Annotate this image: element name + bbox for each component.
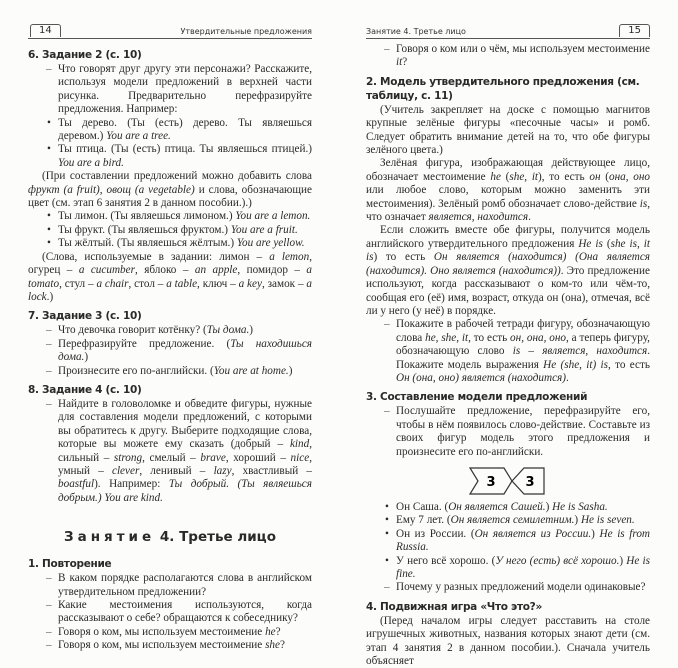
page-header xyxy=(366,0,650,39)
text: . xyxy=(528,211,531,224)
italic-text: Ты находишься дома. xyxy=(58,337,312,364)
bullet-item xyxy=(28,210,312,223)
text: Говоря о ком, мы используем местоимение xyxy=(58,625,266,638)
text: Ты лимон. (Ты являешься лимоном.) xyxy=(58,210,236,223)
dash-item xyxy=(366,405,650,459)
dash-item xyxy=(28,626,312,639)
section-heading xyxy=(366,390,650,404)
page-number: 15 xyxy=(619,24,650,37)
paragraph xyxy=(366,157,650,224)
italic-text: He is seven. xyxy=(580,514,635,527)
dash-item xyxy=(28,398,312,505)
text: , то есть xyxy=(608,358,650,371)
bullet-item xyxy=(28,237,312,250)
italic-text: овощ (a vegetable) xyxy=(106,183,195,196)
dash-item xyxy=(28,599,312,626)
italic-text: he, she, it xyxy=(425,331,469,344)
text: Говоря о ком или о чём, мы используем местоимение xyxy=(396,43,650,55)
text: Покажите в рабочей тетради фигуру, обозначающую слова xyxy=(396,318,650,344)
text: , что означает xyxy=(366,197,650,224)
model-shapes-icon xyxy=(468,466,548,496)
text: , хвастливый – xyxy=(231,464,312,477)
text: Ты дерево. (Ты (есть) дерево. Ты являешься деревом.) xyxy=(58,116,312,143)
text: , яблоко – xyxy=(134,264,195,277)
italic-text: she xyxy=(265,639,280,652)
italic-text: You are at home. xyxy=(213,364,289,377)
text: , сильный – xyxy=(58,438,312,464)
italic-text: he xyxy=(490,170,501,183)
text: ) xyxy=(619,554,627,567)
left-page xyxy=(28,0,312,653)
text: ) xyxy=(249,324,254,337)
italic-text: У него (есть) всё хорошо. xyxy=(495,554,620,567)
page-content xyxy=(28,39,312,653)
italic-text: brave xyxy=(200,451,226,464)
lesson-title xyxy=(28,529,312,545)
italic-text: kind xyxy=(289,438,310,451)
bullet-item xyxy=(28,117,312,144)
figure-label: 3 xyxy=(486,474,496,490)
italic-text: He (she, it) is xyxy=(543,358,609,371)
text: 1. Повторение xyxy=(28,558,112,571)
italic-text: a table xyxy=(166,277,198,290)
text: У него всё хорошо. ( xyxy=(396,554,496,567)
dash-item xyxy=(366,43,650,70)
text: Что девочка говорит котёнку? ( xyxy=(58,324,207,337)
dash-item xyxy=(366,581,650,594)
italic-text: Ты добрый. (Ты являешься добрым.) You are kind. xyxy=(58,478,312,504)
right-page xyxy=(366,0,650,668)
italic-text: he xyxy=(265,625,276,638)
text: ( xyxy=(500,170,510,183)
text: 7. Задание 3 (с. 10) xyxy=(28,310,142,323)
italic-text: You are a lemon. xyxy=(235,210,311,223)
text: ) xyxy=(288,364,293,377)
text: Если сложить вместе обе фигуры, получится модель английского утвердительного предложения xyxy=(366,224,650,250)
section-heading xyxy=(28,383,312,397)
italic-text: He is xyxy=(578,237,603,250)
text: Зелёная фигура, изображающая действующее лицо, обозначает местоимение xyxy=(366,157,650,183)
italic-text: nice xyxy=(290,451,310,464)
paragraph xyxy=(28,170,312,210)
section-heading xyxy=(28,309,312,323)
dash-item xyxy=(28,324,312,337)
text: или любое слово, которым можно заменить эти местоимения). Зелёный ромб обозначает слово-действие xyxy=(366,184,650,210)
bullet-item xyxy=(366,528,650,555)
text: 3. Составление модели предложений xyxy=(366,391,588,404)
italic-text: strong xyxy=(113,451,143,464)
italic-text: a lock xyxy=(28,277,312,303)
text: , замок – xyxy=(261,277,307,290)
italic-text: He is fine. xyxy=(396,554,650,580)
bullet-item xyxy=(366,555,650,582)
italic-text: is – является, находится xyxy=(512,345,648,358)
text: , ключ – xyxy=(197,277,239,290)
italic-text: it xyxy=(396,56,403,69)
text: 8. Задание 4 (с. 10) xyxy=(28,383,142,396)
section-heading xyxy=(28,48,312,62)
italic-text: You are a bird. xyxy=(58,156,124,169)
page-header xyxy=(28,0,312,39)
text: (Перед началом игры следует расставить на столе игрушечных животных, названия которых знают дети (см. этап 4 занятия 2 в данном пособии.). Сначала учитель объясняет xyxy=(366,614,650,668)
text: Говоря о ком, мы используем местоимение xyxy=(58,639,266,652)
text: , помидор – xyxy=(237,264,307,277)
running-head: Занятие 4. Третье лицо xyxy=(366,27,466,36)
bullet-item xyxy=(366,514,650,527)
text: ) xyxy=(84,351,89,364)
text: Произнесите его по-английски. ( xyxy=(58,364,214,377)
italic-text: You are a fruit. xyxy=(230,223,298,236)
text: , стул – xyxy=(59,277,97,290)
text: Он из России. ( xyxy=(396,527,475,540)
text: ? xyxy=(402,56,408,69)
text: ( xyxy=(602,237,611,250)
text: Ты жёлтый. (Ты являешься жёлтым.) xyxy=(58,237,237,250)
text: , огурец – xyxy=(28,250,312,277)
italic-text: он xyxy=(589,170,601,183)
text: Перефразируйте предложение. ( xyxy=(58,337,231,350)
text: Он Саша. ( xyxy=(396,500,449,513)
text: , а теперь фигуру, обозначающую слово xyxy=(396,331,650,358)
text: (Слова, используемые в задании: лимон – xyxy=(42,250,270,263)
italic-text: lazy xyxy=(213,464,232,477)
italic-text: a lemon xyxy=(269,250,310,263)
text: , умный – xyxy=(58,451,312,477)
text: . Это предложение используют, когда рассказывают о ком-то или чём-то, сообщая его (её) имя, возраст, откуда он (она), отмечая, всё ли у него (у неё) в порядке. xyxy=(366,264,650,317)
italic-text: Он является из России. xyxy=(474,527,592,540)
italic-text: clever xyxy=(111,464,140,477)
italic-text: Он является семилетним. xyxy=(450,514,575,527)
text: Ты фрукт. (Ты являешься фруктом.) xyxy=(58,223,231,236)
text: Что говорят друг другу эти персонажи? Расскажите, используя модели предложений в верхней части рисунка. Предварительно перефразируйте предложения. Например: xyxy=(58,63,312,116)
text: ) то есть xyxy=(373,251,434,264)
text: 2. Модель утвердительного предложения (см. таблицу, с. 11) xyxy=(366,75,640,102)
paragraph xyxy=(366,224,650,318)
text: В каком порядке располагаются слова в английском утвердительном предложении? xyxy=(58,572,312,598)
section-heading xyxy=(28,557,312,571)
text: Найдите в головоломке и обведите фигуры, нужные для составления модели предложений, с которыми вы обратитесь к другу. Выберите подходящие слова, которые вы можете ему сказать (добрый – xyxy=(58,397,312,451)
text: , ленивый – xyxy=(139,464,214,477)
figure-label: 3 xyxy=(525,474,535,490)
italic-text: фрукт (a fruit) xyxy=(28,183,100,196)
dash-item xyxy=(28,338,312,365)
text: .) xyxy=(46,290,54,303)
italic-text: a key xyxy=(238,277,262,290)
text: и слова, обозначающие цвет (см. этап 6 занятия 2 в данном пособии.).) xyxy=(28,183,312,210)
italic-text: a tomato xyxy=(28,264,312,290)
text: , смелый – xyxy=(142,451,201,464)
italic-text: she is, it is xyxy=(366,237,650,264)
text: . xyxy=(565,371,569,384)
text: , xyxy=(99,183,107,196)
text: ( xyxy=(600,170,609,183)
paragraph xyxy=(28,251,312,305)
text: ) xyxy=(591,527,600,540)
text: Почему у разных предложений модели одинаковые? xyxy=(396,581,646,594)
text: ), то есть xyxy=(538,170,590,183)
text: Какие местоимения используются, когда рассказывают о себе? обращаются к собеседнику? xyxy=(58,599,312,625)
text: (При составлении предложений можно добавить слова xyxy=(42,170,312,183)
italic-text: он, она, оно xyxy=(510,331,566,344)
page-content xyxy=(366,39,650,668)
italic-text: она, оно xyxy=(608,170,650,183)
section-heading xyxy=(366,75,650,103)
bullet-item xyxy=(28,224,312,237)
italic-text: a chair xyxy=(96,277,129,290)
page-number: 14 xyxy=(30,24,61,37)
text: ? xyxy=(275,625,281,638)
text: , стол – xyxy=(128,277,167,290)
italic-text: is xyxy=(639,197,648,210)
text: . Покажите модель выражения xyxy=(396,345,651,371)
section-heading xyxy=(366,600,650,614)
italic-text: Он является Сашей. xyxy=(448,500,546,513)
paragraph xyxy=(366,104,650,158)
bullet-item xyxy=(366,501,650,514)
italic-text: является, находится xyxy=(428,211,529,224)
text: ) xyxy=(574,514,581,527)
italic-text: He is Sasha. xyxy=(552,500,608,513)
dash-item xyxy=(28,572,312,599)
sentence-model-diagram xyxy=(366,466,650,496)
lesson-name: 4. Третье лицо xyxy=(155,529,276,546)
text: ) xyxy=(545,500,553,513)
italic-text: You are yellow. xyxy=(236,237,305,250)
dash-item xyxy=(28,639,312,652)
italic-text: Ты дома. xyxy=(206,324,250,337)
text: , то есть xyxy=(468,331,511,344)
text: (Учитель закрепляет на доске с помощью магнитов крупные зелёные фигуры «песочные часы» и ромб. Следует обратить внимание детей на то, что обе фигуры зелёного цвета.) xyxy=(366,103,650,157)
italic-text: a cucumber xyxy=(78,264,135,277)
lesson-word: Занятие xyxy=(64,529,156,546)
text: , хороший – xyxy=(225,451,291,464)
text: 4. Подвижная игра «Что это?» xyxy=(366,600,542,613)
dash-item xyxy=(28,63,312,117)
italic-text: Он является (находится) (Она является (находится). Оно является (находится)) xyxy=(366,251,650,277)
bullet-item xyxy=(28,143,312,170)
italic-text: boastful xyxy=(58,478,95,491)
italic-text: You are a tree. xyxy=(106,130,171,143)
italic-text: she, it xyxy=(509,170,539,183)
dash-item xyxy=(28,365,312,378)
text: Ты птица. (Ты (есть) птица. Ты являешься птицей.) xyxy=(58,143,312,156)
paragraph xyxy=(366,615,650,668)
text: 6. Задание 2 (с. 10) xyxy=(28,49,142,61)
italic-text: Он (она, оно) является (находится) xyxy=(396,371,566,384)
dash-item xyxy=(366,318,650,385)
text: ? xyxy=(279,639,285,652)
text: Послушайте предложение, перефразируйте его, чтобы в нём появилось слово-действие. Составьте из своих фигур модель этого предложения и произнесите его по-английски. xyxy=(396,405,650,458)
italic-text: an apple xyxy=(194,264,238,277)
italic-text: He is from Russia. xyxy=(396,527,650,554)
text: ). Например: xyxy=(94,478,169,491)
text: Ему 7 лет. ( xyxy=(396,514,451,527)
running-head: Утвердительные предложения xyxy=(180,27,312,36)
